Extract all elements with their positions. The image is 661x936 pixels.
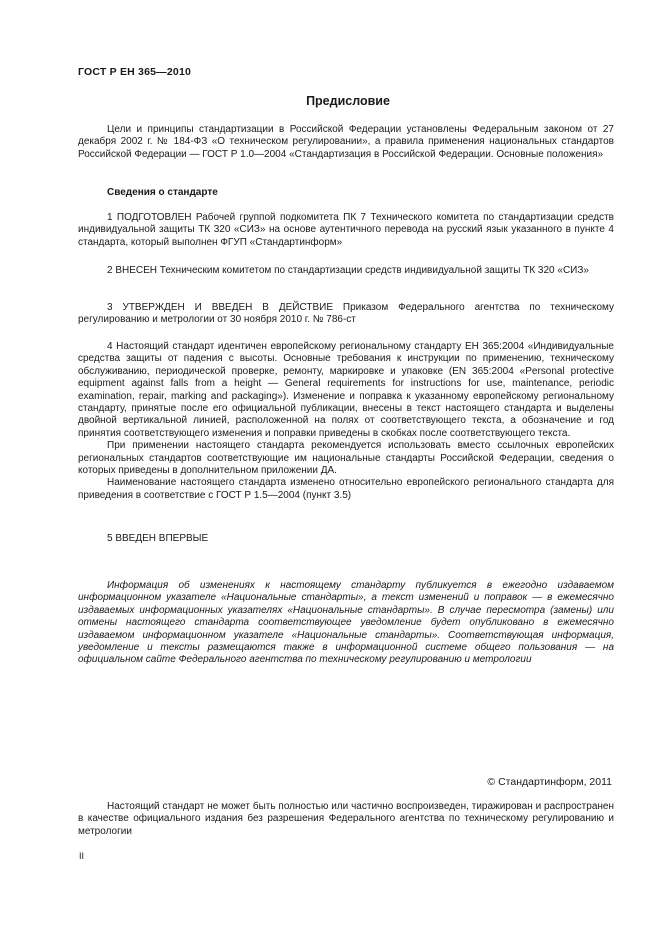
page-number: II xyxy=(79,851,85,861)
item-4-paragraph-3: Наименование настоящего стандарта изменено относительно европейского регионального стандарта для приведения в соответствие с ГОСТ Р 1.5—2004 (пункт 3.5) xyxy=(78,477,614,501)
document-header: ГОСТ Р ЕН 365—2010 xyxy=(78,66,192,78)
item-1: 1 ПОДГОТОВЛЕН Рабочей группой подкомитета ПК 7 Технического комитета по стандартизации средств индивидуальной защиты ТК 320 «СИЗ» на основе аутентичного перевода на русский язык указанного в пункте 4 стандарта, который выполнен ФГУП «Стандартинформ» xyxy=(78,212,614,248)
legal-block xyxy=(78,801,614,838)
goals-block xyxy=(78,124,614,161)
legal-paragraph: Настоящий стандарт не может быть полностью или частично воспроизведен, тиражирован и распространен в качестве официального издания без разрешения Федерального агентства по техническому регулированию и метрологии xyxy=(78,801,614,837)
info-heading-block xyxy=(78,187,614,199)
item-5-block xyxy=(78,533,614,545)
item-3-block xyxy=(78,302,614,327)
item-4-paragraph-2: При применении настоящего стандарта рекомендуется использовать вместо ссылочных европейских региональных стандартов соответствующие им национальные стандарты Российской Федерации, сведения о которых приведены в дополнительном приложении ДА. xyxy=(78,440,614,477)
page-title: Предисловие xyxy=(306,94,390,108)
notice-paragraph: Информация об изменениях к настоящему стандарту публикуется в ежегодно издаваемом информационном указателе «Национальные стандарты», а текст изменений и поправок — в ежемесячно издаваемых информационных указателях «Национальные стандарты». В случае пересмотра (замены) или отмены настоящего стандарта соответствующее уведомление будет опубликовано в ежемесячно издаваемом информационном указателе «Национальные стандарты». Соответствующая информация, уведомление и тексты размещаются также в информационной системе общего пользования — на официальном сайте Федерального агентства по техническому регулированию и метрологии xyxy=(78,580,614,666)
item-3: 3 УТВЕРЖДЕН И ВВЕДЕН В ДЕЙСТВИЕ Приказом Федерального агентства по техническому регулированию и метрологии от 30 ноября 2010 г. № 786-ст xyxy=(78,302,614,326)
item-5: 5 ВВЕДЕН ВПЕРВЫЕ xyxy=(107,533,209,544)
notice-block xyxy=(78,580,614,667)
goals-paragraph: Цели и принципы стандартизации в Российской Федерации установлены Федеральным законом от 27 декабря 2002 г. № 184-ФЗ «О техническом регулировании», а правила применения национальных стандартов Российской Федерации — ГОСТ Р 1.0—2004 «Стандартизация в Российской Федерации. Основные положения» xyxy=(78,124,614,160)
item-4-block xyxy=(78,341,614,502)
item-1-block xyxy=(78,212,614,249)
item-2: 2 ВНЕСЕН Техническим комитетом по стандартизации средств индивидуальной защиты ТК 320 «СИЗ» xyxy=(107,265,589,276)
item-4-paragraph-1: 4 Настоящий стандарт идентичен европейскому региональному стандарту ЕН 365:2004 «Индивидуальные средства защиты от падения с высоты. Основные требования к инструкции по применению, техническому обслуживанию, периодической проверке, ремонту, маркировке и упаковке (EN 365:2004 «Personal protective equipment against falls from a height — General requirements for instructions for use, maintenance, periodic examination, repair, marking and packaging»). Изменение и поправка к указанному европейскому региональному стандарту, принятые после его официальной публикации, внесены в текст настоящего стандарта и выделены двойной вертикальной линией, расположенной на полях от соответствующего текста, а обозначение и год принятия соответствующего изменения и поправки приведены в скобках после соответствующего текста. xyxy=(78,341,614,439)
item-2-block xyxy=(78,265,614,277)
copyright: © Стандартинформ, 2011 xyxy=(487,776,612,788)
info-heading: Сведения о стандарте xyxy=(107,187,218,198)
